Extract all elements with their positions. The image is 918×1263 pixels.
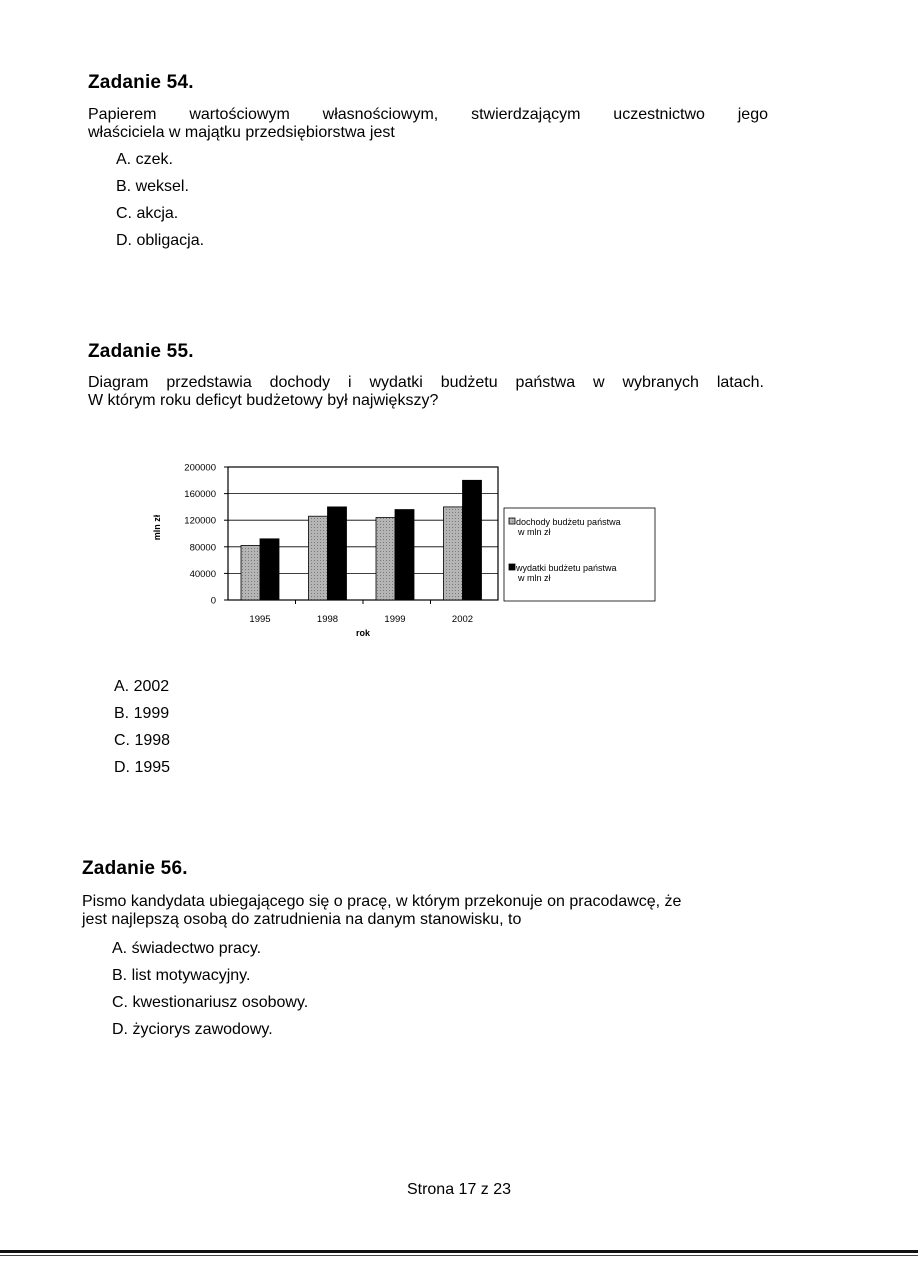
legend-swatch-wydatki bbox=[509, 564, 515, 570]
bar-wydatki-1995 bbox=[260, 539, 279, 600]
y-axis-label: mln zł bbox=[152, 514, 162, 541]
legend-label-wydatki: wydatki budżetu państwa bbox=[516, 563, 617, 573]
y-tick-label: 40000 bbox=[189, 568, 216, 580]
budget-chart-svg bbox=[140, 455, 660, 650]
task-55-options bbox=[88, 673, 768, 781]
task-56-option-a: A. świadectwo pracy. bbox=[112, 940, 262, 957]
task-54-question-line1: Papierem wartościowym własnościowym, stwierdzającym uczestnictwo jego bbox=[88, 106, 768, 123]
task-54-option-c: C. akcja. bbox=[116, 205, 179, 222]
bottom-rule bbox=[0, 1250, 918, 1253]
bar-dochody-1998 bbox=[309, 516, 328, 600]
task-55 bbox=[88, 341, 764, 410]
task-56-option-b: B. list motywacyjny. bbox=[112, 967, 251, 984]
task-55-question-line2: W którym roku deficyt budżetowy był największy? bbox=[88, 392, 439, 409]
y-tick-label: 160000 bbox=[184, 489, 216, 501]
task-55-option-b: B. 1999 bbox=[114, 705, 170, 722]
task-56-question-line2: jest najlepszą osobą do zatrudnienia na danym stanowisku, to bbox=[82, 911, 522, 928]
x-tick-label: 1999 bbox=[384, 614, 406, 625]
task-54 bbox=[88, 72, 768, 254]
bar-wydatki-1998 bbox=[328, 507, 347, 600]
task-55-option-c: C. 1998 bbox=[114, 732, 171, 749]
legend-label-dochody: dochody budżetu państwa bbox=[516, 517, 621, 527]
bar-wydatki-2002 bbox=[463, 480, 482, 600]
page-number: Strona 17 z 23 bbox=[406, 1181, 512, 1198]
x-axis-label: rok bbox=[355, 628, 371, 638]
y-tick-label: 120000 bbox=[184, 515, 216, 527]
legend-label-wydatki: w mln zł bbox=[518, 573, 551, 583]
y-tick-label: 80000 bbox=[189, 542, 216, 554]
bar-wydatki-1999 bbox=[395, 510, 414, 600]
y-tick-label: 200000 bbox=[184, 462, 216, 474]
bar-dochody-1999 bbox=[376, 518, 395, 600]
task-55-title: Zadanie 55. bbox=[88, 341, 194, 362]
task-55-question-line1: Diagram przedstawia dochody i wydatki budżetu państwa w wybranych latach. bbox=[88, 374, 764, 391]
task-54-option-b: B. weksel. bbox=[116, 178, 189, 195]
x-tick-label: 1995 bbox=[249, 614, 271, 625]
task-54-options bbox=[88, 146, 768, 254]
x-tick-label: 1998 bbox=[316, 614, 339, 625]
task-55-answers bbox=[88, 673, 768, 781]
bar-dochody-1995 bbox=[241, 545, 260, 600]
task-54-option-d: D. obligacja. bbox=[116, 232, 205, 249]
budget-chart bbox=[140, 455, 660, 650]
bar-dochody-2002 bbox=[444, 507, 463, 600]
x-tick-label: 2002 bbox=[451, 614, 474, 625]
task-55-question bbox=[88, 374, 764, 410]
y-tick-label: 0 bbox=[210, 595, 216, 607]
task-54-option-a: A. czek. bbox=[116, 151, 173, 168]
task-56-question bbox=[82, 893, 758, 929]
task-54-question-line2: właściciela w majątku przedsiębiorstwa jest bbox=[88, 124, 395, 141]
task-55-option-d: D. 1995 bbox=[114, 759, 171, 776]
task-56-title: Zadanie 56. bbox=[82, 858, 188, 879]
task-56 bbox=[82, 858, 758, 1043]
legend-label-dochody: w mln zł bbox=[518, 527, 551, 537]
task-56-question-line1: Pismo kandydata ubiegającego się o pracę, w którym przekonuje on pracodawcę, że bbox=[82, 893, 682, 910]
legend-swatch-dochody bbox=[509, 518, 515, 524]
task-55-option-a: A. 2002 bbox=[114, 678, 170, 695]
task-54-question bbox=[88, 106, 768, 142]
task-56-option-c: C. kwestionariusz osobowy. bbox=[112, 994, 309, 1011]
task-56-option-d: D. życiorys zawodowy. bbox=[112, 1021, 273, 1038]
task-54-title: Zadanie 54. bbox=[88, 72, 194, 93]
bottom-rule-secondary bbox=[0, 1255, 918, 1256]
task-56-options bbox=[82, 935, 758, 1043]
